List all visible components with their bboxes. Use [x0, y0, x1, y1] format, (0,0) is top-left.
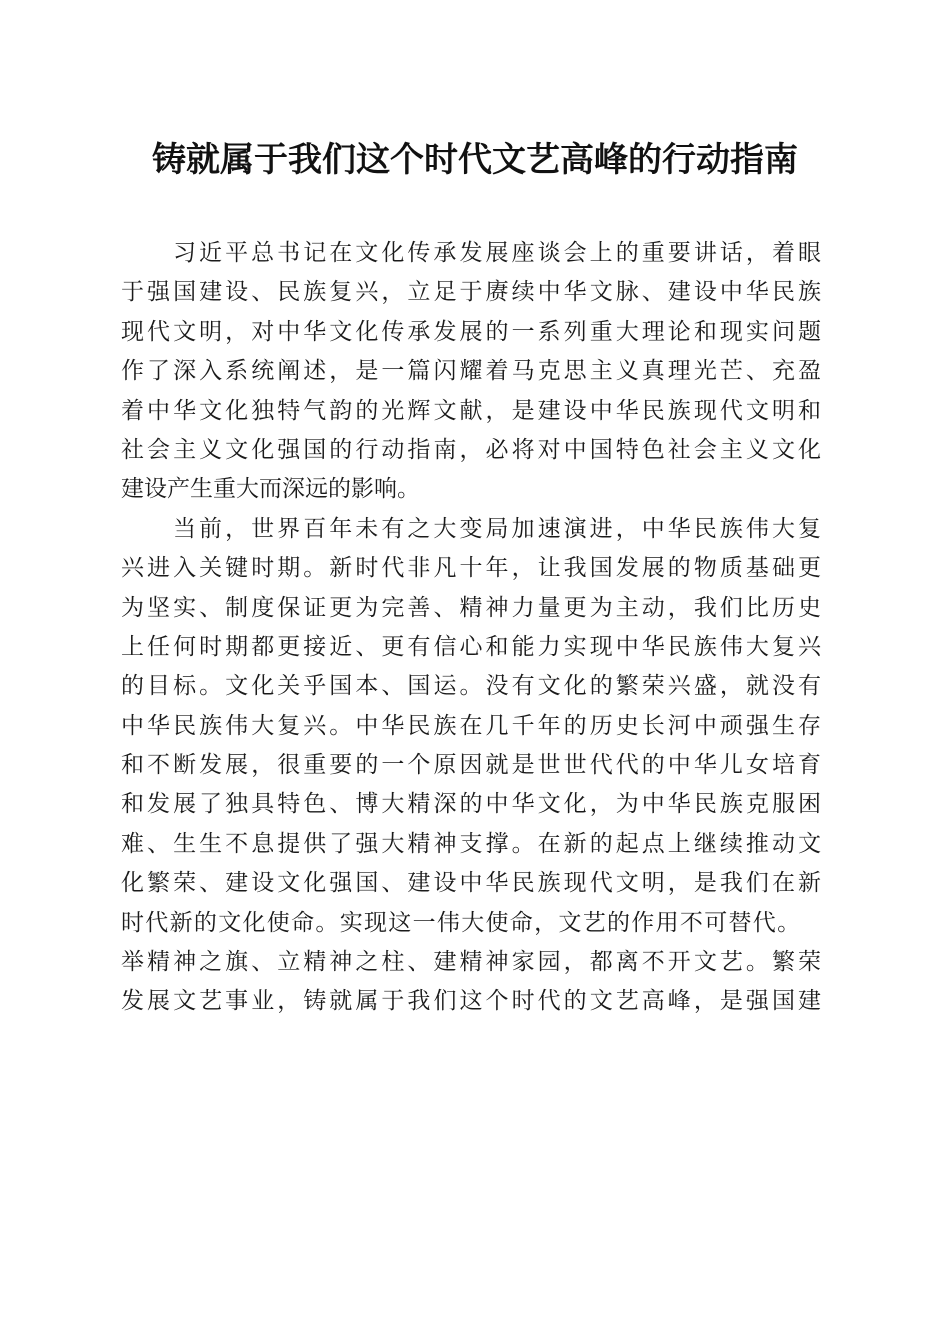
paragraph-1-line-3: 现代文明，对中华文化传承发展的一系列重大理论和现实问题 [121, 318, 821, 345]
paragraph-2-line-2: 兴进入关键时期。新时代非凡十年，让我国发展的物质基础更 [121, 555, 821, 582]
paragraph-2-line-7: 和不断发展，很重要的一个原因就是世世代代的中华儿女培育 [121, 752, 821, 779]
paragraph-2-line-13: 发展文艺事业，铸就属于我们这个时代的文艺高峰，是强国建 [121, 988, 821, 1015]
paragraph-1-line-2: 于强国建设、民族复兴，立足于赓续中华文脉、建设中华民族 [121, 279, 821, 306]
document-body [121, 234, 821, 1022]
paragraph-1-line-6: 社会主义文化强国的行动指南，必将对中国特色社会主义文化 [121, 436, 821, 463]
paragraph-2-line-5: 的目标。文化关乎国本、国运。没有文化的繁荣兴盛，就没有 [121, 673, 821, 700]
paragraph-1-line-4: 作了深入系统阐述，是一篇闪耀着马克思主义真理光芒、充盈 [121, 358, 821, 385]
paragraph-2-line-9: 难、生生不息提供了强大精神支撑。在新的起点上继续推动文 [121, 830, 821, 857]
document-title: 铸就属于我们这个时代文艺高峰的行动指南 [152, 140, 798, 180]
paragraph-2-line-8: 和发展了独具特色、博大精深的中华文化，为中华民族克服困 [121, 791, 821, 818]
paragraph-2-line-11: 时代新的文化使命。实现这一伟大使命，文艺的作用不可替代。 [121, 909, 802, 936]
paragraph-2-line-12: 举精神之旗、立精神之柱、建精神家园，都离不开文艺。繁荣 [121, 949, 821, 976]
paragraph-2-line-4: 上任何时期都更接近、更有信心和能力实现中华民族伟大复兴 [121, 633, 821, 660]
paragraph-1-line-7: 建设产生重大而深远的影响。 [121, 476, 420, 503]
paragraph-2-line-6: 中华民族伟大复兴。中华民族在几千年的历史长河中顽强生存 [121, 712, 821, 739]
paragraph-2-line-10: 化繁荣、建设文化强国、建设中华民族现代文明，是我们在新 [121, 870, 821, 897]
paragraph-2-line-1: 当前，世界百年未有之大变局加速演进，中华民族伟大复 [173, 515, 821, 542]
paragraph-1-line-1: 习近平总书记在文化传承发展座谈会上的重要讲话，着眼 [173, 240, 821, 266]
paragraph-2-line-3: 为坚实、制度保证更为完善、精神力量更为主动，我们比历史 [121, 594, 821, 621]
paragraph-1-line-5: 着中华文化独特气韵的光辉文献，是建设中华民族现代文明和 [121, 397, 821, 424]
